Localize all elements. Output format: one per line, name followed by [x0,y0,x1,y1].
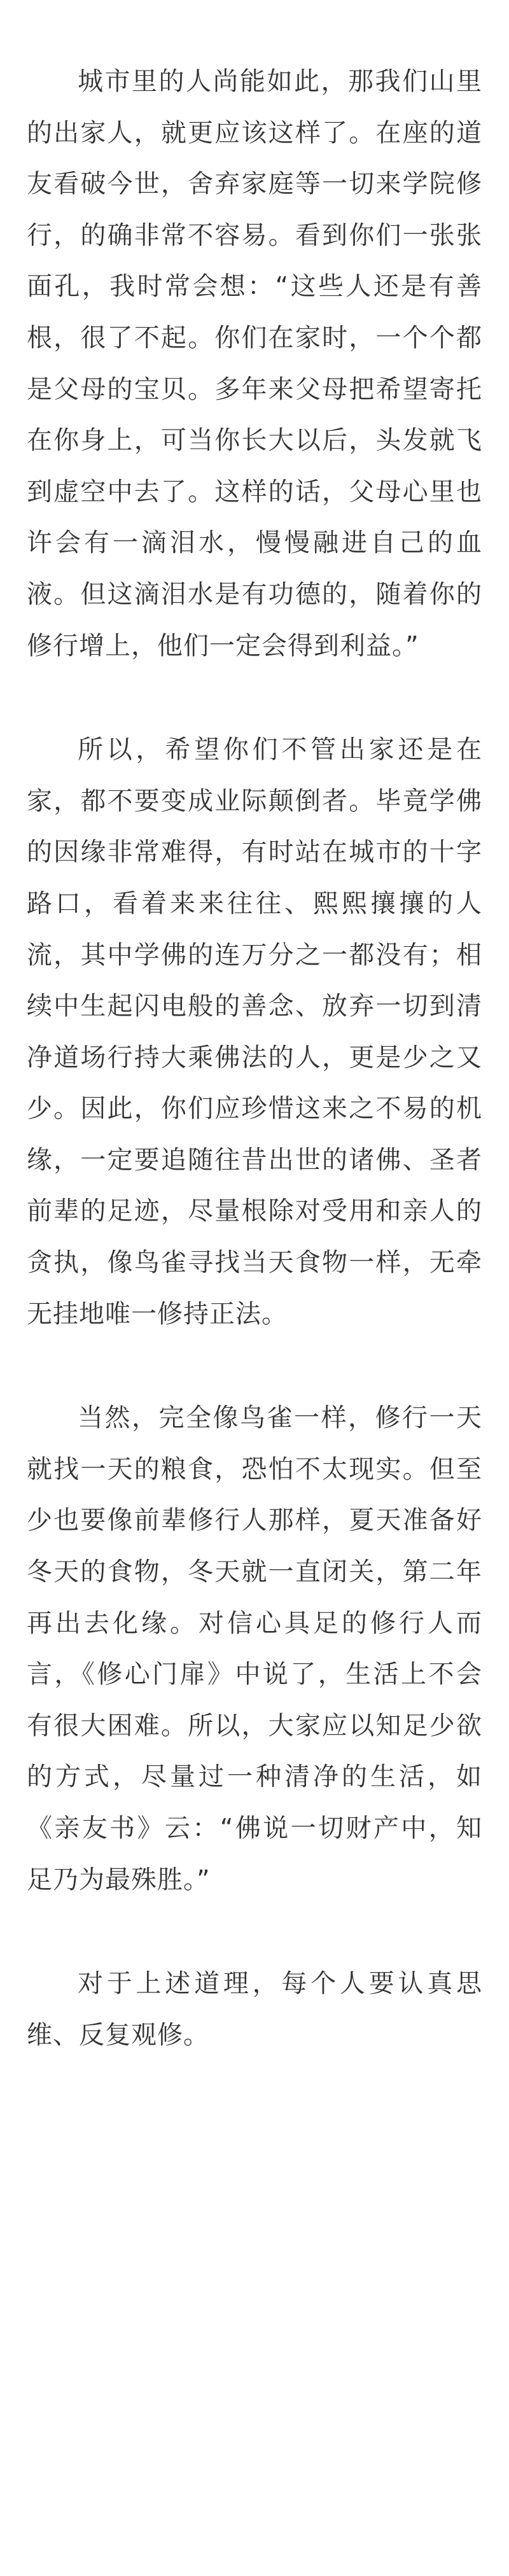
paragraph-3: 当然，完全像鸟雀一样，修行一天就找一天的粮食，恐怕不太现实。但至少也要像前辈修行人那样，夏天准备好冬天的食物，冬天就一直闭关，第二年再出去化缘。对信心具足的修行人而言，《修心门扉》中说了，生活上不会有很大困难。所以，大家应以知足少欲的方式，尽量过一种清净的生活，如《亲友书》云：“佛说一切财产中，知足乃为最殊胜。” [27,1403,482,1894]
paragraph-2: 所以，希望你们不管出家还是在家，都不要变成业际颠倒者。毕竟学佛的因缘非常难得，有时站在城市的十字路口，看着来来往往、熙熙攘攘的人流，其中学佛的连万分之一都没有；相续中生起闪电般的善念、放弃一切到清净道场行持大乘佛法的人，更是少之又少。因此，你们应珍惜这来之不易的机缘，一定要追随往昔出世的诸佛、圣者前辈的足迹，尽量根除对受用和亲人的贪执，像鸟雀寻找当天食物一样，无牵无挂地唯一修持正法。 [27,735,482,1329]
paragraph-4: 对于上述道理，每个人要认真思维、反复观修。 [27,1969,482,2050]
paragraph-1: 城市里的人尚能如此，那我们山里的出家人，就更应该这样了。在座的道友看破今世，舍弃家庭等一切来学院修行，的确非常不容易。看到你们一张张面孔，我时常会想：“这些人还是有善根，很了不起。你们在家时，一个个都是父母的宝贝。多年来父母把希望寄托在你身上，可当你长大以后，头发就飞到虚空中去了。这样的话，父母心里也许会有一滴泪水，慢慢融进自己的血液。但这滴泪水是有功德的，随着你的修行增上，他们一定会得到利益。” [27,67,482,661]
